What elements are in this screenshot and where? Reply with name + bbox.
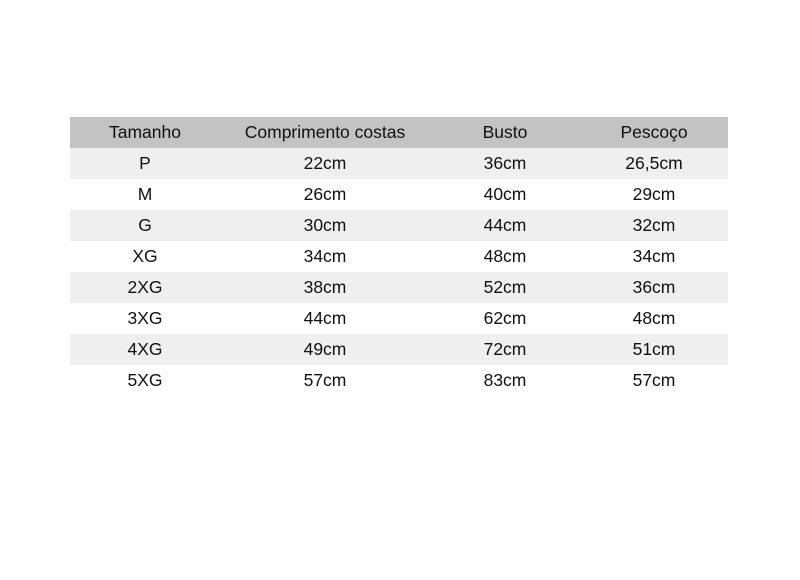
header-size: Tamanho bbox=[109, 122, 181, 142]
cell-neck: 34cm bbox=[632, 246, 676, 266]
cell-back-length: 44cm bbox=[303, 308, 347, 328]
table-row bbox=[70, 241, 728, 272]
cell-bust: 48cm bbox=[483, 246, 527, 266]
cell-neck: 57cm bbox=[632, 370, 676, 390]
cell-back-length: 22cm bbox=[303, 153, 347, 173]
cell-neck: 29cm bbox=[632, 184, 676, 204]
size-chart-table bbox=[70, 117, 728, 396]
cell-bust: 62cm bbox=[483, 308, 527, 328]
cell-size: 2XG bbox=[127, 277, 163, 297]
table-row bbox=[70, 272, 728, 303]
cell-size: G bbox=[138, 215, 152, 235]
cell-bust: 44cm bbox=[483, 215, 527, 235]
table-header bbox=[70, 117, 728, 148]
cell-neck: 26,5cm bbox=[625, 153, 683, 173]
table-row bbox=[70, 210, 728, 241]
cell-neck: 32cm bbox=[632, 215, 676, 235]
header-back-length: Comprimento costas bbox=[244, 122, 406, 142]
cell-size: XG bbox=[132, 246, 158, 266]
cell-size: 4XG bbox=[127, 339, 163, 359]
header-row bbox=[70, 117, 728, 148]
cell-size: P bbox=[139, 153, 151, 173]
cell-bust: 72cm bbox=[483, 339, 527, 359]
cell-bust: 36cm bbox=[483, 153, 527, 173]
header-bust: Busto bbox=[482, 122, 528, 142]
header-neck: Pescoço bbox=[620, 122, 688, 142]
cell-back-length: 34cm bbox=[303, 246, 347, 266]
cell-back-length: 26cm bbox=[303, 184, 347, 204]
table-row bbox=[70, 365, 728, 396]
cell-bust: 40cm bbox=[483, 184, 527, 204]
table-row bbox=[70, 179, 728, 210]
cell-neck: 51cm bbox=[632, 339, 676, 359]
table-row bbox=[70, 148, 728, 179]
cell-size: 3XG bbox=[127, 308, 163, 328]
cell-back-length: 30cm bbox=[303, 215, 347, 235]
cell-back-length: 49cm bbox=[303, 339, 347, 359]
table-row bbox=[70, 334, 728, 365]
cell-bust: 52cm bbox=[483, 277, 527, 297]
table-row bbox=[70, 303, 728, 334]
cell-back-length: 57cm bbox=[303, 370, 347, 390]
cell-neck: 48cm bbox=[632, 308, 676, 328]
cell-bust: 83cm bbox=[483, 370, 527, 390]
table-body bbox=[70, 148, 728, 396]
cell-size: M bbox=[137, 184, 153, 204]
cell-size: 5XG bbox=[127, 370, 163, 390]
cell-back-length: 38cm bbox=[303, 277, 347, 297]
cell-neck: 36cm bbox=[632, 277, 676, 297]
